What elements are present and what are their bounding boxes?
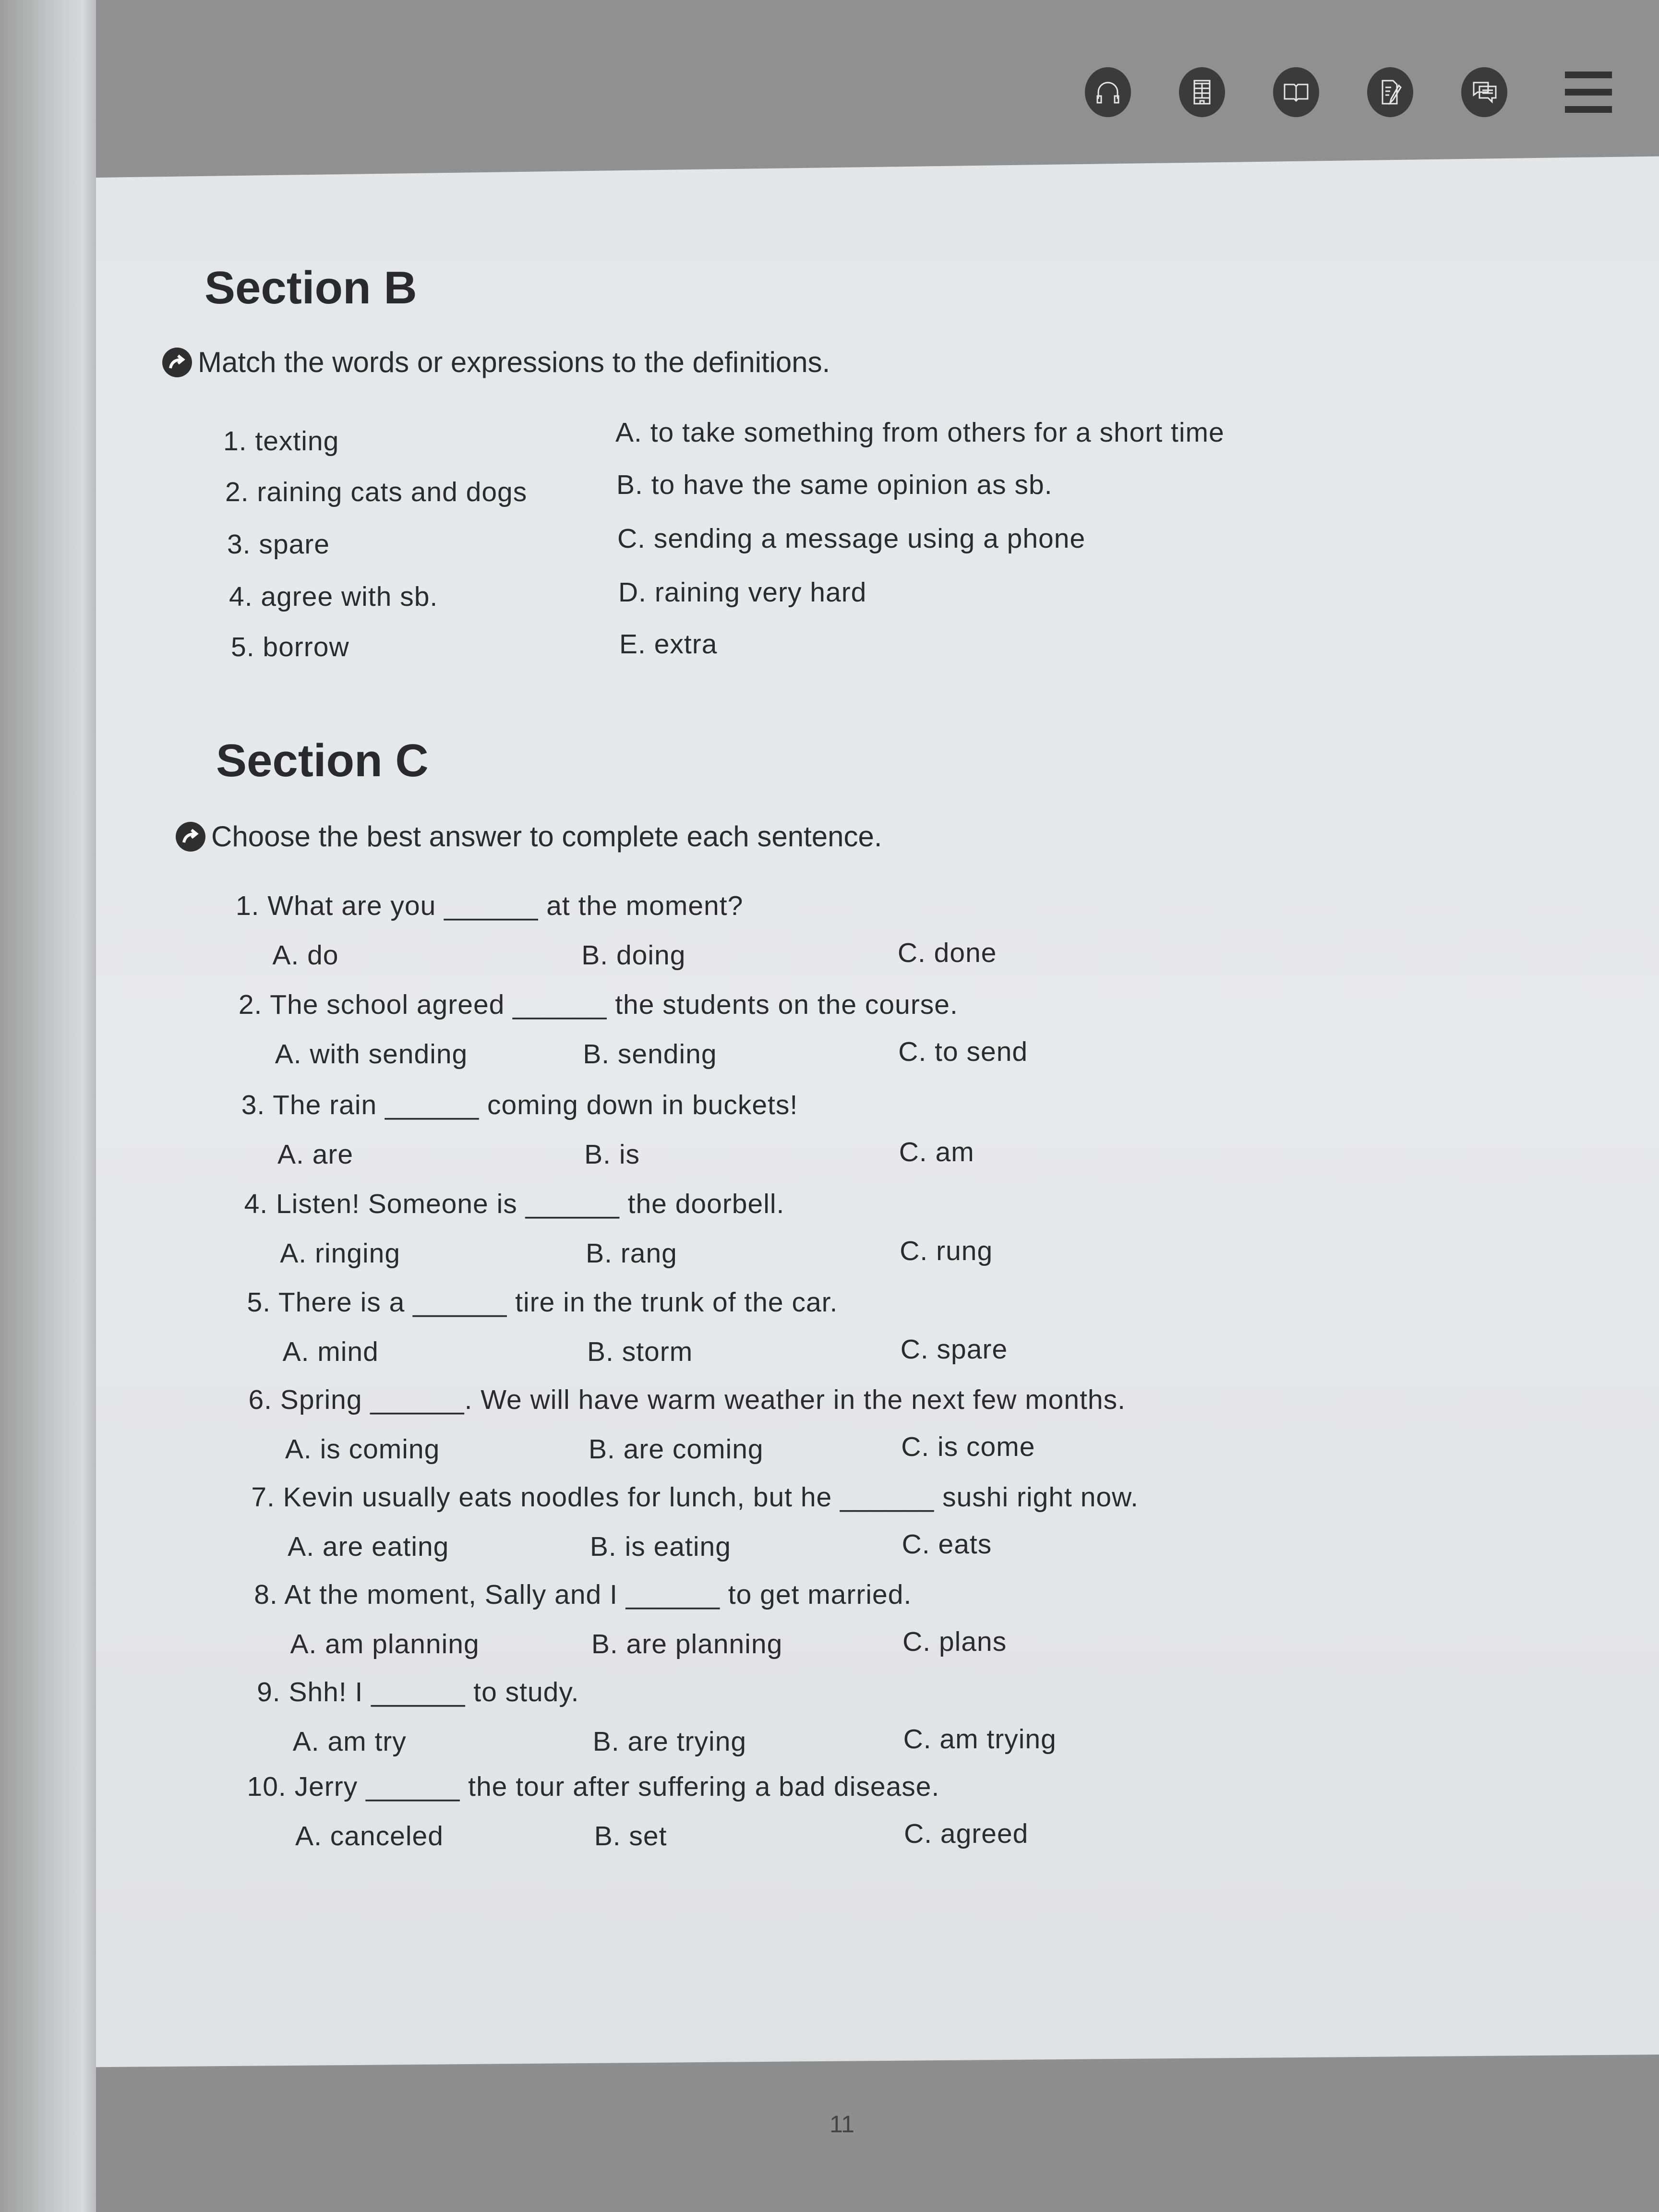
option-c[interactable]: C. rung — [900, 1235, 993, 1266]
question-text: 2. The school agreed ______ the students on the course. — [238, 989, 958, 1021]
option-b[interactable]: B. is — [584, 1139, 640, 1170]
match-word: 1. texting — [223, 426, 339, 457]
question-text: 1. What are you ______ at the moment? — [235, 890, 744, 922]
footer-band — [96, 2055, 1659, 2212]
option-c[interactable]: C. is come — [901, 1431, 1035, 1463]
question-text: 7. Kevin usually eats noodles for lunch, but he ______ sushi right now. — [251, 1482, 1139, 1513]
match-definition: B. to have the same opinion as sb. — [616, 469, 1053, 500]
book-spine — [0, 0, 103, 2212]
option-b[interactable]: B. storm — [587, 1336, 693, 1368]
arrow-icon — [176, 822, 205, 852]
option-a[interactable]: A. am try — [292, 1726, 407, 1757]
option-c[interactable]: C. am — [899, 1136, 974, 1167]
page-number: 11 — [830, 2111, 854, 2138]
book-icon[interactable] — [1273, 67, 1319, 117]
match-word: 3. spare — [227, 529, 330, 560]
question-text: 4. Listen! Someone is ______ the doorbell. — [244, 1188, 785, 1219]
option-b[interactable]: B. are coming — [588, 1434, 764, 1465]
option-b[interactable]: B. is eating — [589, 1531, 731, 1563]
match-definition: C. sending a message using a phone — [617, 523, 1086, 554]
option-c[interactable]: C. to send — [898, 1036, 1028, 1068]
toolbar — [1085, 67, 1612, 117]
option-b[interactable]: B. set — [594, 1820, 667, 1851]
arrow-icon — [162, 348, 192, 377]
option-b[interactable]: B. are trying — [592, 1726, 747, 1757]
match-word: 2. raining cats and dogs — [225, 477, 528, 507]
cabinet-icon[interactable] — [1179, 67, 1225, 117]
match-word: 5. borrow — [231, 632, 349, 662]
question-text: 6. Spring ______. We will have warm weather in the next few months. — [248, 1384, 1126, 1416]
question-text: 9. Shh! I ______ to study. — [257, 1676, 579, 1707]
option-a[interactable]: A. are — [277, 1139, 354, 1170]
option-a[interactable]: A. mind — [282, 1336, 379, 1368]
document-edit-icon[interactable] — [1367, 67, 1413, 117]
menu-icon[interactable] — [1565, 72, 1612, 113]
option-c[interactable]: C. spare — [900, 1334, 1008, 1365]
option-c[interactable]: C. agreed — [904, 1818, 1029, 1849]
section-c-instruction — [176, 820, 882, 853]
match-definition: D. raining very hard — [618, 577, 867, 608]
option-b[interactable]: B. doing — [581, 940, 686, 971]
instruction-text: Choose the best answer to complete each sentence. — [211, 820, 882, 853]
option-a[interactable]: A. with sending — [275, 1039, 468, 1070]
section-c-title: Section C — [216, 735, 429, 786]
option-c[interactable]: C. eats — [902, 1529, 992, 1560]
option-b[interactable]: B. are planning — [591, 1628, 783, 1659]
option-b[interactable]: B. rang — [586, 1238, 677, 1269]
option-a[interactable]: A. ringing — [280, 1238, 401, 1269]
question-text: 3. The rain ______ coming down in buckets! — [241, 1089, 798, 1120]
option-a[interactable]: A. canceled — [295, 1820, 444, 1851]
option-a[interactable]: A. am planning — [290, 1628, 480, 1659]
option-c[interactable]: C. done — [897, 938, 997, 969]
option-a[interactable]: A. are eating — [288, 1531, 449, 1563]
section-b-instruction — [162, 346, 830, 379]
match-word: 4. agree with sb. — [229, 581, 438, 612]
headphones-icon[interactable] — [1085, 67, 1131, 117]
question-text: 8. At the moment, Sally and I ______ to get married. — [254, 1579, 912, 1610]
question-text: 5. There is a ______ tire in the trunk of the car. — [247, 1287, 838, 1318]
option-a[interactable]: A. is coming — [285, 1434, 440, 1465]
match-definition: A. to take something from others for a short time — [615, 417, 1225, 448]
question-text: 10. Jerry ______ the tour after suffering a bad disease. — [247, 1771, 940, 1802]
option-b[interactable]: B. sending — [583, 1039, 717, 1070]
option-c[interactable]: C. am trying — [903, 1723, 1057, 1755]
instruction-text: Match the words or expressions to the definitions. — [198, 346, 830, 378]
option-c[interactable]: C. plans — [902, 1626, 1007, 1657]
option-a[interactable]: A. do — [272, 940, 339, 971]
section-b-title: Section B — [204, 262, 417, 313]
chat-icon[interactable] — [1461, 67, 1507, 117]
match-definition: E. extra — [619, 629, 718, 660]
